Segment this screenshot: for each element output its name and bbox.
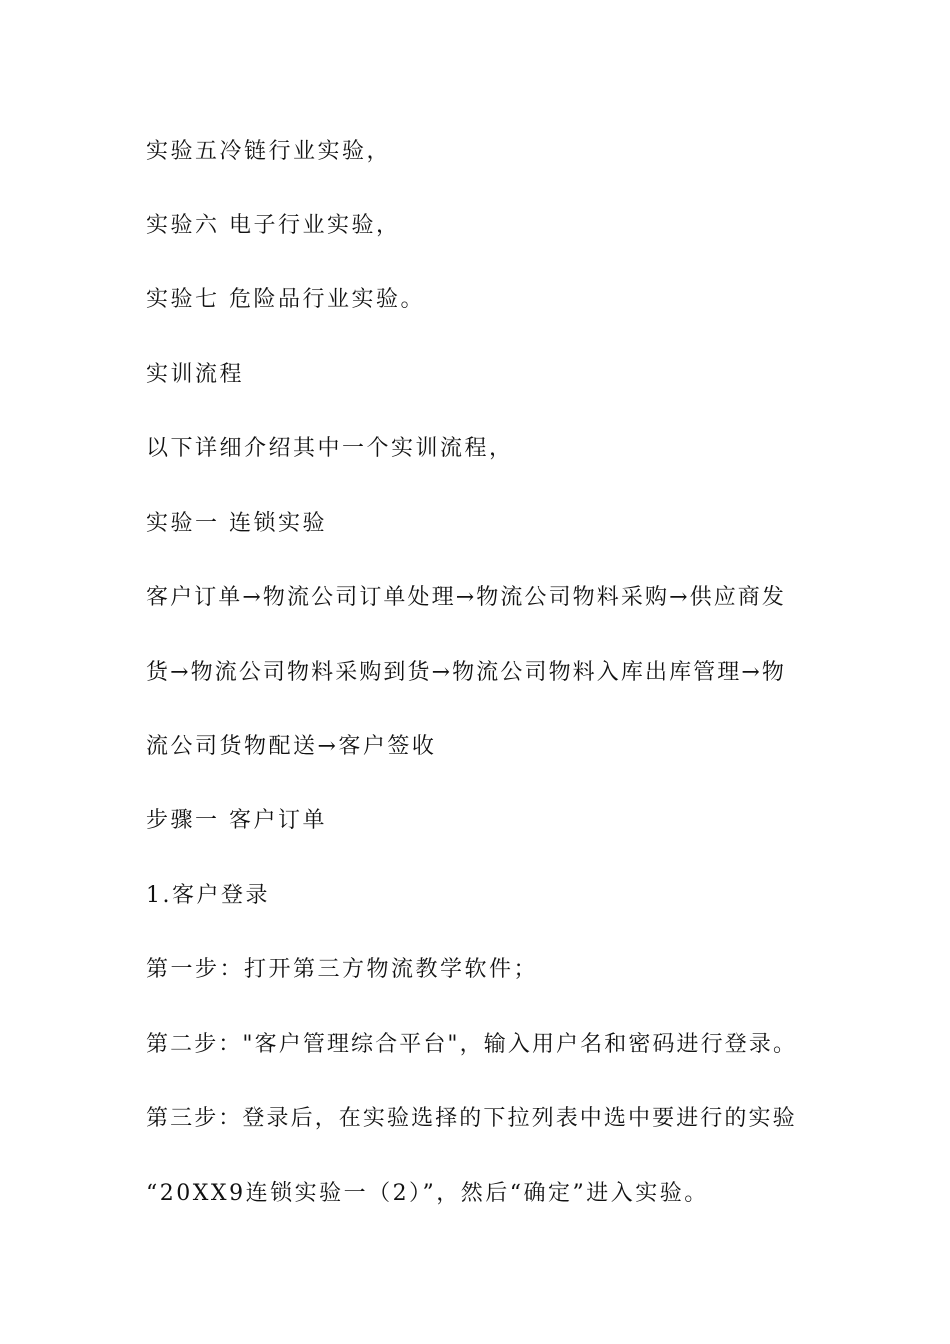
text-line: 货→物流公司物料采购到货→物流公司物料入库出库管理→物 [146,660,787,685]
text-line: 客户订单→物流公司订单处理→物流公司物料采购→供应商发 [146,585,787,610]
text-line: 实验五冷链行业实验， [146,139,392,164]
step-heading: 步骤一 客户订单 [146,808,327,833]
text-line: 第二步："客户管理综合平台"，输入用户名和密码进行登录。 [146,1032,798,1057]
text-line: 实验七 危险品行业实验。 [146,287,425,312]
section-heading: 实训流程 [146,362,245,387]
text-line: “20XX9连锁实验一（2）”，然后“确定”进入实验。 [146,1181,709,1206]
numbered-item: 1.客户登录 [146,883,270,908]
text-line: 以下详细介绍其中一个实训流程， [146,436,514,461]
text-line: 第一步：打开第三方物流教学软件； [146,957,539,982]
text-line: 第三步：登录后，在实验选择的下拉列表中选中要进行的实验 [146,1106,797,1131]
text-line: 流公司货物配送→客户签收 [146,734,437,759]
text-line: 实验六 电子行业实验， [146,213,401,238]
subsection-heading: 实验一 连锁实验 [146,511,327,536]
